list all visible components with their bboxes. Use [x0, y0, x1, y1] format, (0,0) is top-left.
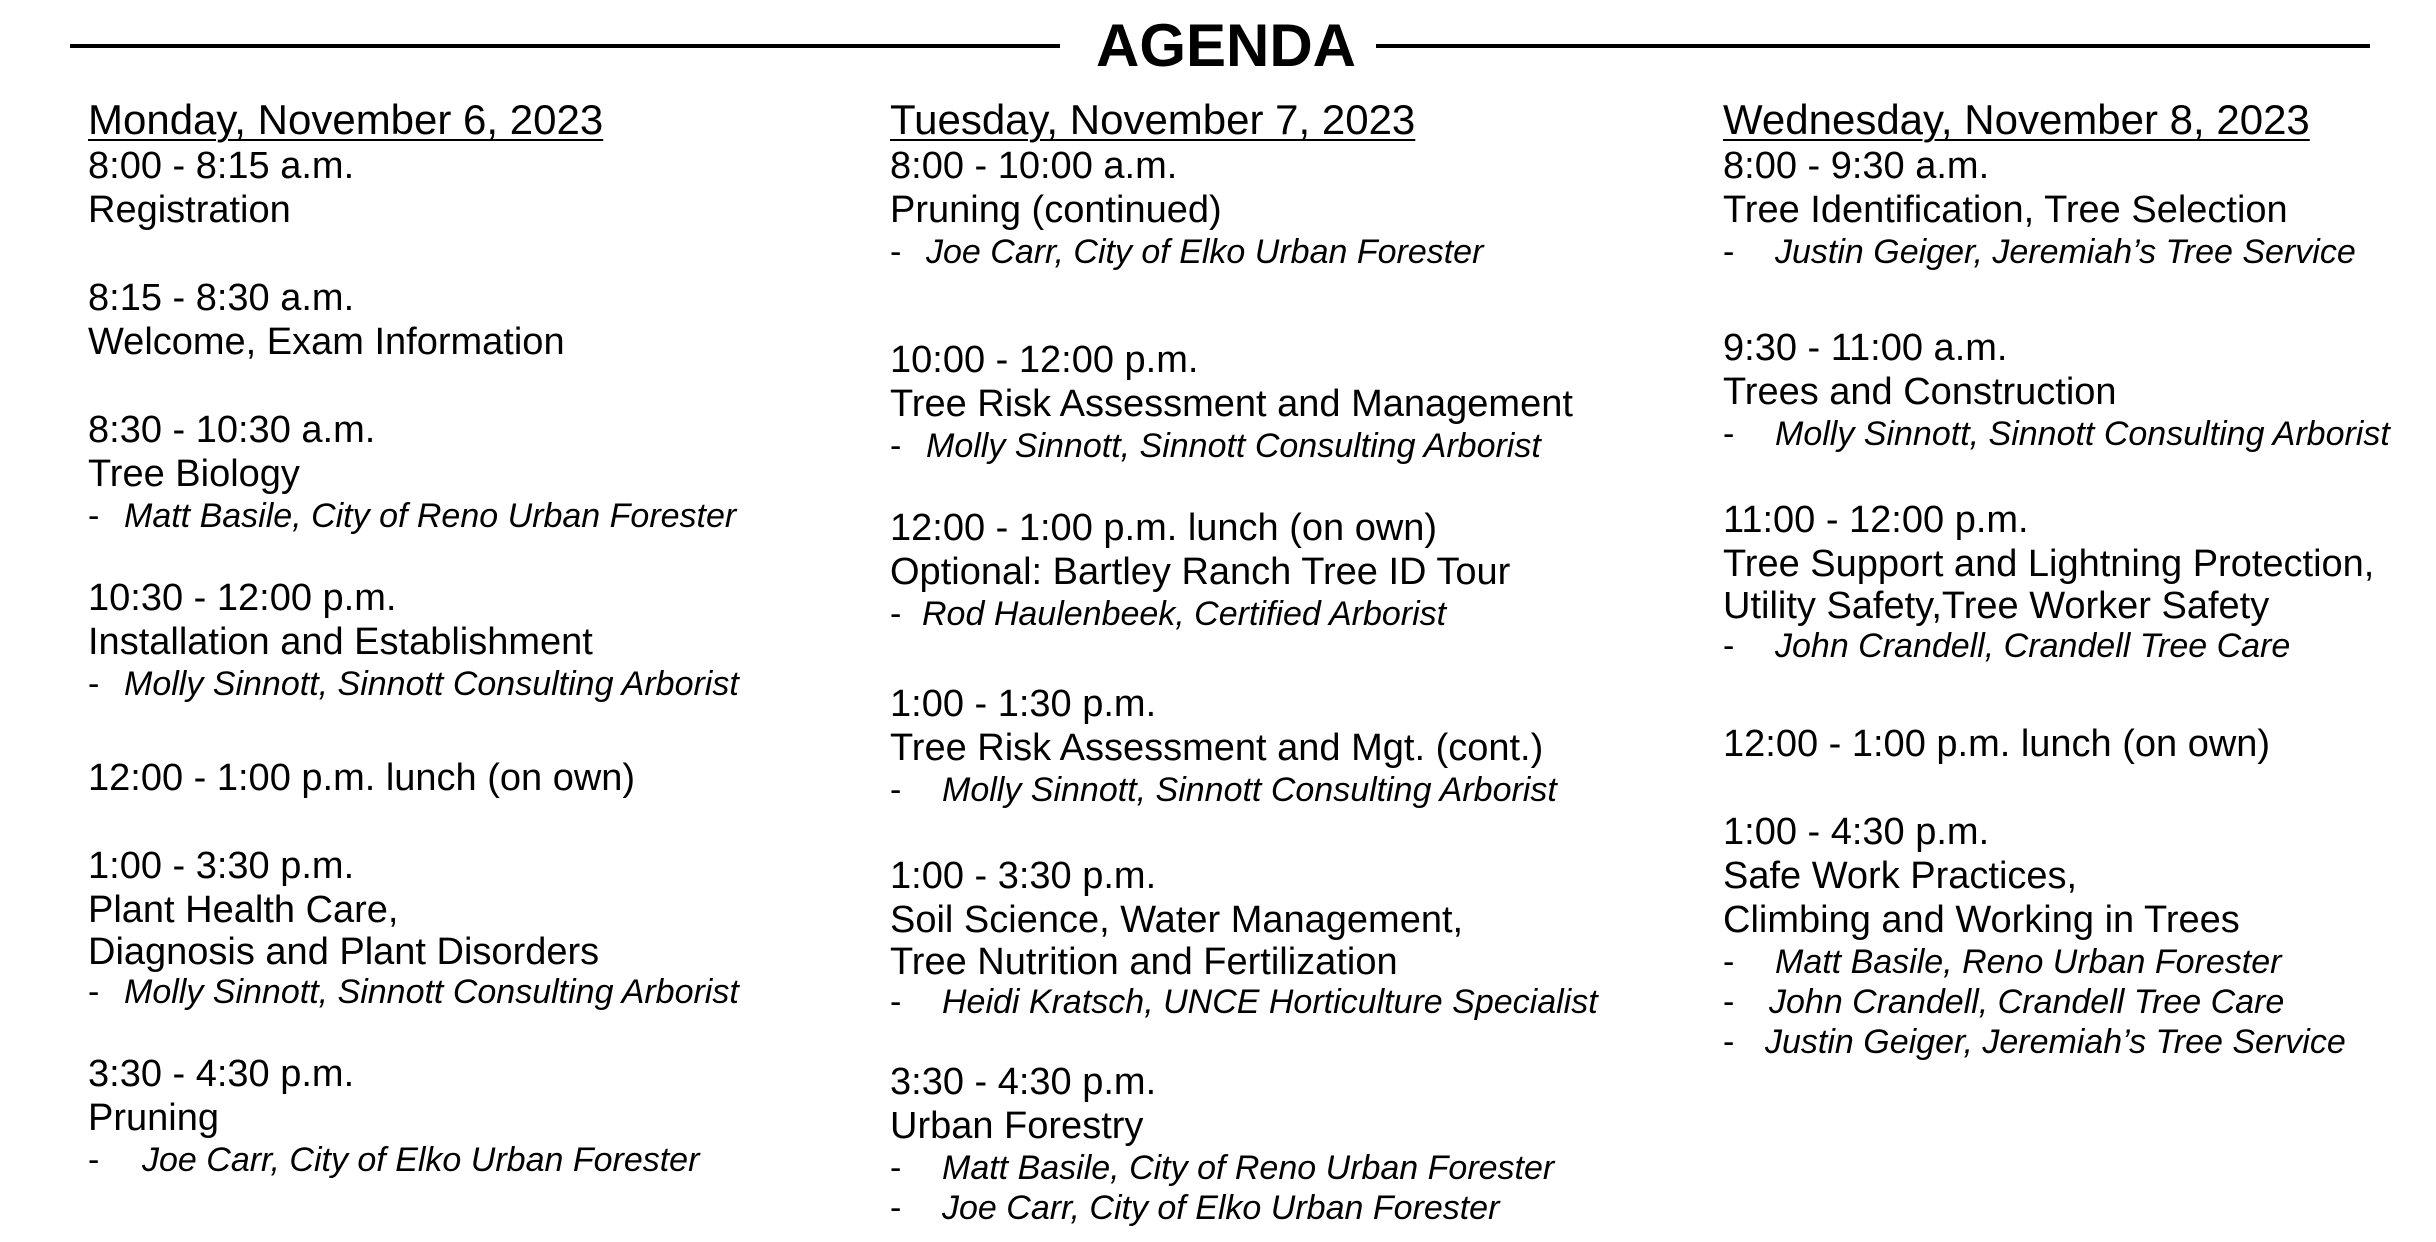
session-time: 1:00 - 1:30 p.m.	[890, 683, 1157, 725]
speaker-name: Molly Sinnott, Sinnott Consulting Arborist	[124, 973, 739, 1011]
speaker-name: Matt Basile, City of Reno Urban Forester	[942, 1149, 1555, 1187]
session-time: 12:00 - 1:00 p.m. lunch (on own)	[890, 507, 1438, 549]
speaker-name: Molly Sinnott, Sinnott Consulting Arborist	[926, 427, 1541, 465]
session-title: Tree Risk Assessment and Management	[890, 383, 1573, 425]
session-time: 3:30 - 4:30 p.m.	[890, 1061, 1157, 1103]
session-title: Tree Biology	[88, 453, 300, 495]
session-time: 8:00 - 8:15 a.m.	[88, 145, 355, 187]
speaker: - Matt Basile, City of Reno Urban Forester	[890, 1149, 1555, 1187]
speaker: - Justin Geiger, Jeremiah’s Tree Service	[1723, 1023, 2346, 1061]
session-title: Registration	[88, 189, 291, 231]
speaker-name: John Crandell, Crandell Tree Care	[1775, 627, 2291, 665]
session-time: 8:00 - 9:30 a.m.	[1723, 145, 1990, 187]
session	[88, 1052, 868, 1180]
speaker: - John Crandell, Crandell Tree Care	[1723, 627, 2291, 665]
session-title: Plant Health Care,	[88, 889, 399, 931]
speaker-name: Joe Carr, City of Elko Urban Forester	[926, 233, 1484, 271]
agenda-header	[70, 8, 2370, 84]
session	[88, 576, 868, 704]
session-title: Tree Nutrition and Fertilization	[890, 941, 1398, 983]
session-title: Safe Work Practices,	[1723, 855, 2078, 897]
speaker-name: John Crandell, Crandell Tree Care	[1769, 983, 2285, 1021]
session-time: 10:30 - 12:00 p.m.	[88, 577, 397, 619]
speaker: - Matt Basile, Reno Urban Forester	[1723, 943, 2282, 981]
session	[890, 144, 1710, 272]
agenda-title: AGENDA	[1096, 12, 1357, 79]
speaker: - Molly Sinnott, Sinnott Consulting Arborist	[88, 665, 739, 703]
day-column-wednesday	[1723, 96, 2436, 1062]
session-title: Soil Science, Water Management,	[890, 899, 1464, 941]
speaker-name: Joe Carr, City of Elko Urban Forester	[142, 1141, 700, 1179]
speaker-name: Heidi Kratsch, UNCE Horticulture Specialist	[942, 983, 1598, 1021]
speaker: - John Crandell, Crandell Tree Care	[1723, 983, 2285, 1021]
speaker: - Molly Sinnott, Sinnott Consulting Arborist	[890, 427, 1541, 465]
session	[890, 854, 1710, 1022]
speaker-name: Matt Basile, Reno Urban Forester	[1775, 943, 2282, 981]
title-rule-right	[1376, 44, 2370, 48]
speaker-name: Rod Haulenbeek, Certified Arborist	[922, 595, 1447, 633]
session-title: Pruning	[88, 1097, 219, 1139]
session-title: Diagnosis and Plant Disorders	[88, 931, 600, 973]
speaker: - Rod Haulenbeek, Certified Arborist	[890, 595, 1447, 633]
session-time: 12:00 - 1:00 p.m. lunch (on own)	[88, 757, 636, 799]
session-title: Tree Support and Lightning Protection,	[1723, 543, 2375, 585]
session	[1723, 498, 2436, 666]
session	[88, 276, 868, 364]
session	[88, 844, 868, 1012]
speaker-name: Joe Carr, City of Elko Urban Forester	[942, 1189, 1500, 1227]
speaker-name: Molly Sinnott, Sinnott Consulting Arborist	[1775, 415, 2390, 453]
session-title: Tree Identification, Tree Selection	[1723, 189, 2288, 231]
session	[1723, 144, 2436, 272]
session-time: 11:00 - 12:00 p.m.	[1723, 499, 2029, 541]
session-title: Installation and Establishment	[88, 621, 593, 663]
speaker: - Joe Carr, City of Elko Urban Forester	[88, 1141, 700, 1179]
speaker-name: Justin Geiger, Jeremiah’s Tree Service	[1765, 1023, 2346, 1061]
day-heading: Monday, November 6, 2023	[88, 96, 604, 143]
session-time: 8:15 - 8:30 a.m.	[88, 277, 355, 319]
speaker: - Molly Sinnott, Sinnott Consulting Arborist	[88, 973, 739, 1011]
session	[1723, 810, 2436, 1062]
session-time: 1:00 - 3:30 p.m.	[88, 845, 355, 887]
speaker: - Justin Geiger, Jeremiah’s Tree Service	[1723, 233, 2356, 271]
session	[890, 682, 1710, 810]
session	[1723, 722, 2436, 766]
session-time: 12:00 - 1:00 p.m. lunch (on own)	[1723, 723, 2271, 765]
day-heading: Tuesday, November 7, 2023	[890, 96, 1416, 143]
session	[1723, 326, 2436, 454]
speaker: - Joe Carr, City of Elko Urban Forester	[890, 1189, 1500, 1227]
speaker: - Molly Sinnott, Sinnott Consulting Arborist	[1723, 415, 2390, 453]
session-title: Utility Safety,Tree Worker Safety	[1723, 585, 2270, 627]
speaker: - Matt Basile, City of Reno Urban Forester	[88, 497, 737, 535]
day-column-monday	[88, 96, 868, 1180]
session	[88, 756, 868, 800]
session-title: Optional: Bartley Ranch Tree ID Tour	[890, 551, 1511, 593]
session-title: Urban Forestry	[890, 1105, 1144, 1147]
session-title: Welcome, Exam Information	[88, 321, 565, 363]
session-title: Trees and Construction	[1723, 371, 2117, 413]
session-time: 1:00 - 3:30 p.m.	[890, 855, 1157, 897]
session-title: Pruning (continued)	[890, 189, 1222, 231]
session-title: Climbing and Working in Trees	[1723, 899, 2240, 941]
speaker: - Joe Carr, City of Elko Urban Forester	[890, 233, 1484, 271]
day-column-tuesday	[890, 96, 1710, 1228]
session	[890, 506, 1710, 634]
day-heading: Wednesday, November 8, 2023	[1723, 96, 2310, 143]
session-time: 8:30 - 10:30 a.m.	[88, 409, 376, 451]
speaker-name: Molly Sinnott, Sinnott Consulting Arborist	[124, 665, 739, 703]
speaker: - Heidi Kratsch, UNCE Horticulture Specialist	[890, 983, 1598, 1021]
speaker-name: Matt Basile, City of Reno Urban Forester	[124, 497, 737, 535]
speaker: - Molly Sinnott, Sinnott Consulting Arborist	[890, 771, 1557, 809]
session-time: 8:00 - 10:00 a.m.	[890, 145, 1178, 187]
session	[88, 408, 868, 536]
session	[890, 338, 1710, 466]
session	[88, 144, 868, 232]
session-time: 3:30 - 4:30 p.m.	[88, 1053, 355, 1095]
session-time: 9:30 - 11:00 a.m.	[1723, 327, 2008, 369]
speaker-name: Molly Sinnott, Sinnott Consulting Arborist	[942, 771, 1557, 809]
speaker-name: Justin Geiger, Jeremiah’s Tree Service	[1775, 233, 2356, 271]
title-rule-left	[70, 44, 1060, 48]
session-title: Tree Risk Assessment and Mgt. (cont.)	[890, 727, 1544, 769]
session-time: 10:00 - 12:00 p.m.	[890, 339, 1199, 381]
session	[890, 1060, 1710, 1228]
session-time: 1:00 - 4:30 p.m.	[1723, 811, 1990, 853]
